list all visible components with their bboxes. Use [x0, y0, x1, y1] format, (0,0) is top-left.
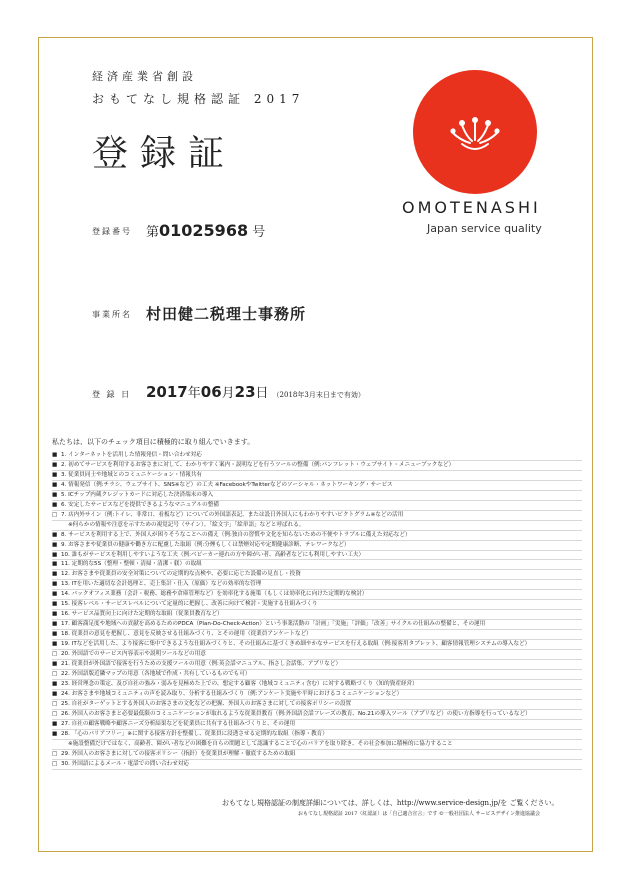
checked-box-icon: ■	[52, 601, 58, 608]
checked-box-icon: ■	[52, 541, 58, 548]
checklist-text: 25. 自社がターゲットとする外国人のお客さまの文化などの把握、外国人のお客さまに対しての接客ポリシーの設置	[61, 700, 352, 707]
checklist-item	[52, 501, 582, 511]
checklist-text: 28. 「心のバリアフリー」※に関する接客方針を整備し、従業員に浸透させる定期的な取組（指導・教育）	[61, 730, 328, 737]
checklist-item	[52, 570, 582, 580]
checked-box-icon: ■	[52, 471, 58, 478]
checklist-text: 10. 誰もがサービスを利用しやすいような工夫（例:ベビーカー連れの方や障がい者、高齢者などにも利用しやすい工夫）	[61, 551, 365, 558]
checked-box-icon: ■	[52, 561, 58, 568]
checklist-text: 2. 初めてサービスを利用するお客さまに対して、わかりやすく案内・説明などを行うツールの整備（例:パンフレット・ウェブサイト・メニューブックなど）	[61, 461, 455, 468]
checked-box-icon: ■	[52, 571, 58, 578]
checklist-item	[52, 610, 582, 620]
checklist	[52, 451, 582, 770]
unchecked-box-icon: □	[52, 700, 58, 707]
date-month-unit: 月	[221, 386, 235, 401]
checklist-text: 9. お客さまや従業員の健康や働き方に配慮した取組（例:分煙もしくは禁煙対応や定期健康診断、テレワークなど）	[61, 541, 350, 548]
checklist-item	[52, 660, 582, 670]
checklist-note	[52, 740, 582, 750]
checklist-item	[52, 580, 582, 590]
validity-note: （2018年3月末日まで有効）	[272, 391, 365, 399]
checked-box-icon: ■	[52, 730, 58, 737]
checklist-text: ※施設整備だけではなく、高齢者、障がい者などの困難を自らの問題として認識することで心のバリアを取り除き、その社会参加に積極的に協力すること	[68, 740, 453, 747]
checked-box-icon: ■	[52, 690, 58, 697]
checklist-text: 12. お客さまや従業員の安全対策についての定期的な点検や、必要に応じた設備の見直し・投資	[61, 571, 301, 578]
unchecked-box-icon: □	[52, 710, 58, 717]
checklist-text: 17. 顧客満足度や地域への貢献を高めるためのPDCA（Plan-Do-Check-Action）という事業活動の「計画」「実施」「評価」「改善」サイクルの仕組みの整備と、その運用	[61, 621, 486, 628]
checklist-item	[52, 620, 582, 630]
checklist-item	[52, 531, 582, 541]
checklist-item	[52, 750, 582, 760]
checked-box-icon: ■	[52, 641, 58, 648]
office-label: 事業所名	[92, 310, 132, 319]
checklist-item	[52, 461, 582, 471]
checklist-text: 29. 外国人のお客さまに対しての接客ポリシー（指針）を従業員が理解・徹底するための取組	[61, 750, 296, 757]
checklist-text: 6. 安定したサービスなどを提供できるようなマニュアルの整備	[61, 501, 219, 508]
unchecked-box-icon: □	[52, 651, 58, 658]
footer-info: おもてなし規格認証の制度詳細については、詳しくは、http://www.service-design.jp/を ご覧ください。	[222, 799, 559, 807]
checklist-item	[52, 600, 582, 610]
checklist-item	[52, 541, 582, 551]
checklist-text: 27. 自社の顧客戦略や顧客ニーズ分析結果などを従業員に共有する仕組みづくりと、その運用	[61, 720, 296, 727]
checklist-text: 16. サービス品質向上に向けた定期的な取組（従業員教育など）	[61, 611, 223, 618]
checked-box-icon: ■	[52, 452, 58, 458]
checklist-item	[52, 551, 582, 561]
checklist-item	[52, 630, 582, 640]
checked-box-icon: ■	[52, 611, 58, 618]
checklist-item	[52, 700, 582, 710]
checklist-item	[52, 730, 582, 740]
checklist-item	[52, 690, 582, 700]
registration-suffix: 号	[252, 225, 266, 240]
checklist-item	[52, 451, 582, 461]
checked-box-icon: ■	[52, 481, 58, 488]
checklist-item	[52, 471, 582, 481]
checklist-text: 3. 従業員同士や地域とのコミュニケーション・情報共有	[61, 471, 203, 478]
registration-date	[146, 382, 365, 401]
checklist-text: 5. ICチップ内蔵クレジットカードに対応した決済端末の導入	[61, 491, 214, 498]
date-day: 23	[234, 383, 256, 401]
checklist-item	[52, 640, 582, 650]
checklist-note	[52, 521, 582, 531]
checked-box-icon: ■	[52, 531, 58, 538]
checklist-text: 21. 従業員が外国語で接客を行うための支援ツールの用意（例:英会話マニュアル、指さし会話集、アプリなど）	[61, 661, 342, 668]
logo-wordmark: OMOTENASHI	[402, 198, 541, 217]
checklist-item	[52, 491, 582, 501]
checklist-text: 30. 外国語によるメール・電話での問い合わせ対応	[61, 760, 190, 767]
office-name: 村田健二税理士事務所	[146, 305, 307, 323]
checked-box-icon: ■	[52, 581, 58, 588]
checklist-text: ※何らかの情報や注意を示すための視覚記号（サイン）。「絵文字」「絵単語」などと呼ばれる。	[68, 521, 305, 528]
checklist-text: 26. 外国人のお客さまと必要最低限のコミュニケーションが取れるような従業員教育（例:外国語会話フレーズの教育、No.21の導入ツール（アプリなど）の使い方指導を行っているなど）	[61, 710, 531, 717]
checklist-item	[52, 511, 582, 521]
unchecked-box-icon: □	[52, 670, 58, 677]
certificate-title: 登録証	[92, 133, 237, 174]
checklist-text: 1. インターネットを活用した情報発信・問い合わせ対応	[61, 452, 202, 458]
checklist-item	[52, 590, 582, 600]
checklist-text: 22. 外国語版近隣マップの用意（各地域で作成・共有しているものでも可）	[61, 670, 251, 677]
checklist-text: 15. 接客レベル・サービスレベルについて定量的に把握し、改善に向けて検討・実施する仕組みづくり	[61, 601, 318, 608]
program-name: おもてなし規格認証 2017	[92, 92, 305, 106]
checklist-text: 4. 情報発信（例:チラシ、ウェブサイト、SNS※など）の工夫 ※FacebookやTwitterなどのソーシャル・ネットワーキング・サービス	[61, 481, 393, 488]
logo-tagline: Japan service quality	[427, 222, 542, 235]
date-year-unit: 年	[187, 386, 201, 401]
footer-note: おもてなし規格認証 2017（紅認証）は「自己適合宣言」です ©一般社団法人 サービスデザイン推進協議会	[298, 811, 541, 817]
registration-value: 01025968	[159, 221, 249, 240]
checked-box-icon: ■	[52, 621, 58, 628]
checklist-text: 8. サービスを利用する上で、外国人が困りそうなことへの備え（例:独自の習慣や文化を知らないための不便やトラブルに備えた対応など）	[61, 531, 411, 538]
flower-icon	[400, 70, 550, 200]
checked-box-icon: ■	[52, 591, 58, 598]
checklist-text: 14. バックオフィス業務（会計・税務、総務や倉庫管理など）を効率化する施策（もしくは効率化に向けた定期的な検討）	[61, 591, 368, 598]
unchecked-box-icon: □	[52, 750, 58, 757]
date-month: 06	[200, 383, 222, 401]
date-label: 登 録 日	[92, 390, 132, 399]
date-day-unit: 日	[255, 386, 269, 401]
checklist-item	[52, 710, 582, 720]
registration-number	[146, 221, 265, 240]
checked-box-icon: ■	[52, 551, 58, 558]
checklist-text: 20. 外国語でのサービス内容表示や説明ツールなどの用意	[61, 651, 206, 658]
commitment-intro: 私たちは、以下のチェック項目に積極的に取り組んでいきます。	[52, 438, 255, 446]
ministry-line: 経済産業省創設	[92, 70, 197, 83]
checklist-text: 13. ITを用いた適切な会計処理と、売上集計・仕入（原価）などの効率的な管理	[61, 581, 262, 588]
checklist-text: 24. お客さまや地域コミュニティの声を読み取り、分析する仕組みづくり（例:アンケート実施や平時におけるコミュニケーションなど）	[61, 690, 403, 697]
checklist-item	[52, 680, 582, 690]
checklist-text: 18. 従業員の意見を把握し、意見を反映させる仕組みづくり、とその運用（従業員アンケートなど）	[61, 631, 312, 638]
checklist-item	[52, 720, 582, 730]
checklist-text: 19. ITなどを活用した、より接客に集中できるような仕組みづくりと、その仕組みに基づくきめ細やかなサービスを行える取組（例:接客用タブレット、顧客情報管理システムの導入など）	[61, 641, 531, 648]
checklist-text: 11. 定期的な5S（整理・整頓・清掃・清潔・躾）の取組	[61, 561, 202, 568]
omotenashi-logo	[400, 70, 550, 200]
date-year: 2017	[146, 383, 188, 401]
checklist-text: 23. 経営理念の策定、及び自社の強み・弱みを見極めた上での、想定する顧客（地域コミュニティ含む）に対する戦略づくり（知的資産経営）	[61, 680, 418, 687]
checked-box-icon: ■	[52, 491, 58, 498]
checked-box-icon: ■	[52, 631, 58, 638]
checked-box-icon: ■	[52, 501, 58, 508]
registration-prefix: 第	[146, 225, 160, 240]
checklist-item	[52, 560, 582, 570]
checklist-item	[52, 670, 582, 680]
checklist-item	[52, 760, 582, 770]
registration-label: 登録番号	[92, 227, 132, 236]
checked-box-icon: ■	[52, 680, 58, 687]
checked-box-icon: ■	[52, 461, 58, 468]
unchecked-box-icon: □	[52, 760, 58, 767]
checked-box-icon: ■	[52, 661, 58, 668]
checklist-item	[52, 481, 582, 491]
checklist-item	[52, 650, 582, 660]
unchecked-box-icon: □	[52, 511, 58, 518]
checklist-text: 7. 店内外サイン（例:トイレ、非常口、看板など）についての外国語表記、または設日外国人にもわかりやすいピクトグラム※などの活用	[61, 511, 404, 518]
checked-box-icon: ■	[52, 720, 58, 727]
